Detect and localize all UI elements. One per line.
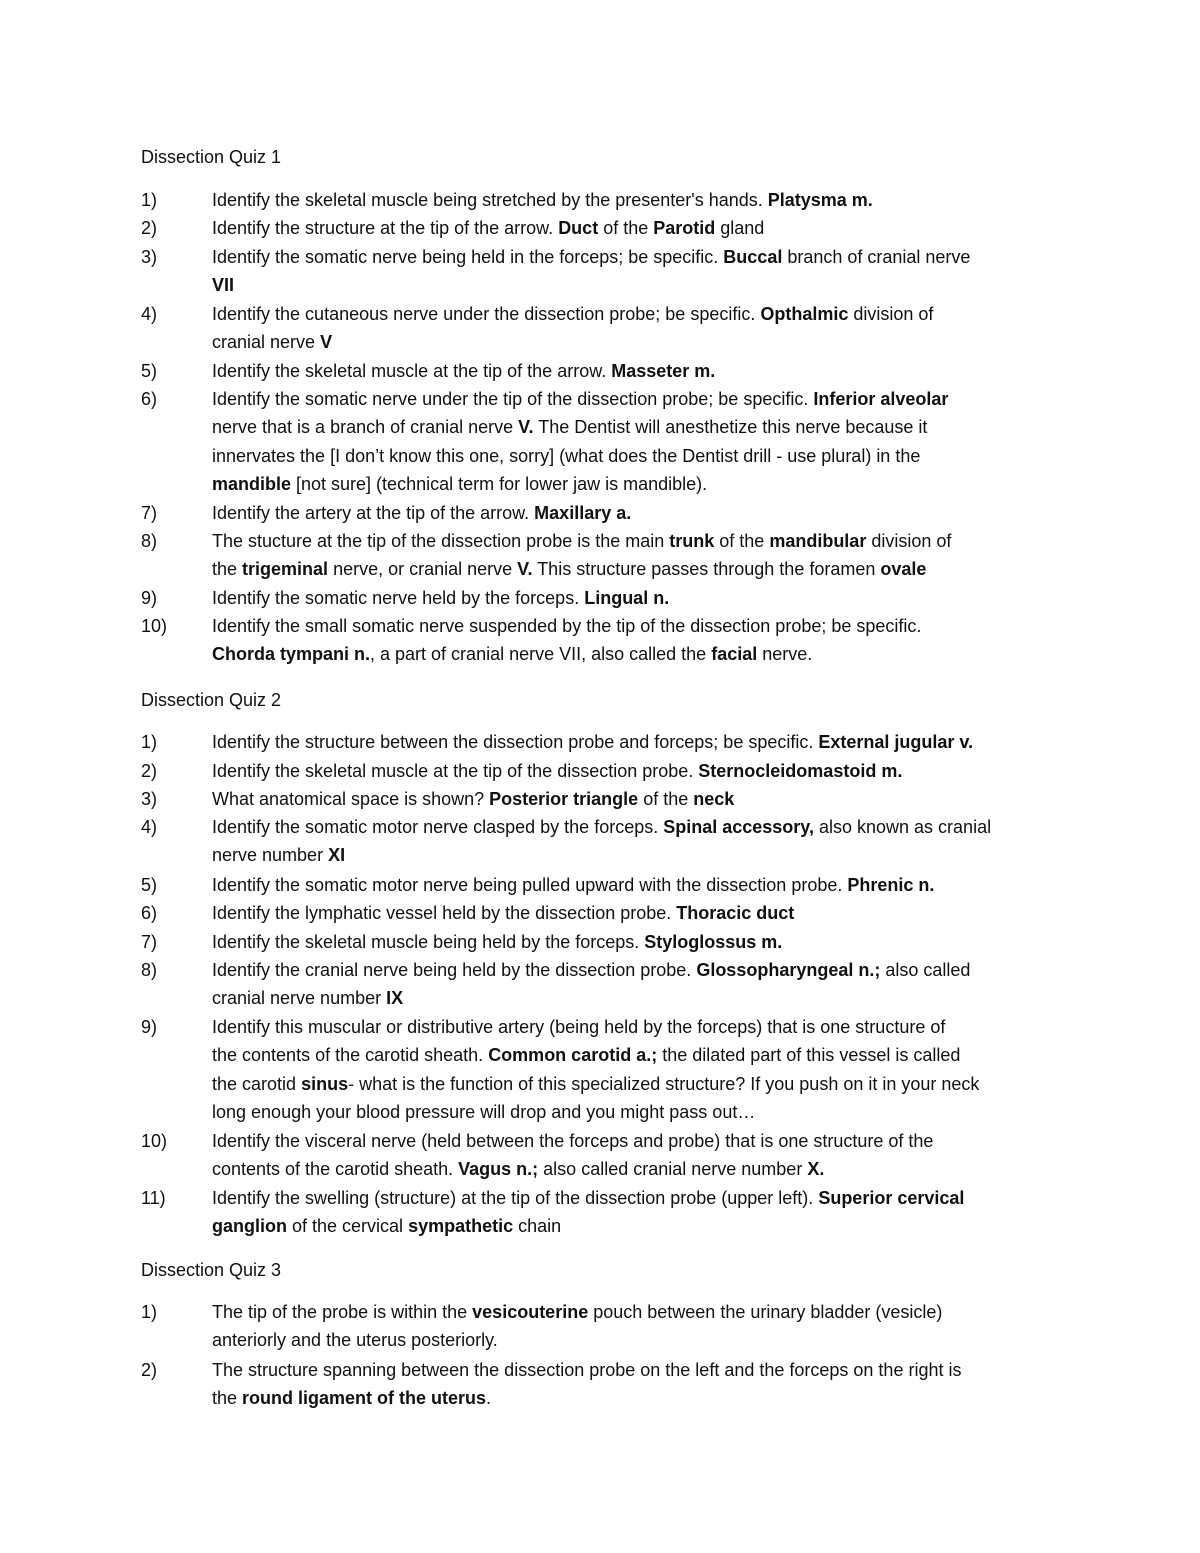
question-text: of the cervical xyxy=(287,1216,409,1237)
item-text-line xyxy=(212,1041,1072,1069)
question-text: the xyxy=(212,1388,243,1409)
question-text: , a part of cranial nerve VII, also called the xyxy=(370,644,712,665)
question-text: nerve, or cranial nerve xyxy=(328,559,518,580)
question-text: branch of cranial nerve xyxy=(782,247,971,267)
item-text-line xyxy=(212,871,1072,899)
item-text-line xyxy=(212,442,1072,470)
item-number: 7) xyxy=(141,503,158,523)
section-title: Dissection Quiz 3 xyxy=(141,1260,282,1280)
item-number: 2) xyxy=(141,218,158,238)
item-text-line xyxy=(212,1155,1072,1183)
answer-text: Opthalmic xyxy=(760,304,849,324)
item-text-line xyxy=(212,499,1072,527)
answer-text: X. xyxy=(807,1159,825,1180)
question-text: long enough your blood pressure will drop and you might pass out… xyxy=(212,1102,756,1123)
answer-text: Buccal xyxy=(723,247,783,267)
answer-text: IX xyxy=(386,988,404,1009)
item-number: 11) xyxy=(141,1188,166,1208)
item-text-line xyxy=(212,214,1072,242)
question-text: chain xyxy=(513,1216,562,1237)
question-text: [not sure] (technical term for lower jaw is mandible). xyxy=(291,474,708,495)
item-number: 1) xyxy=(141,1302,158,1322)
item-number: 2) xyxy=(141,761,158,781)
question-text: Identify the somatic nerve being held in the forceps; be specific. xyxy=(212,247,724,267)
question-text: Identify the structure at the tip of the arrow. xyxy=(212,218,559,238)
answer-text: vesicouterine xyxy=(472,1302,589,1322)
item-text-line xyxy=(212,186,1072,214)
question-text: anteriorly and the uterus posteriorly. xyxy=(212,1330,498,1351)
question-text: division of xyxy=(848,304,934,324)
answer-text: Spinal accessory, xyxy=(663,817,814,837)
question-text: The stucture at the tip of the dissection probe is the main xyxy=(212,531,670,551)
question-text: nerve. xyxy=(757,644,813,665)
item-text-line xyxy=(212,1127,1072,1155)
answer-text: V. xyxy=(517,559,533,580)
answer-text: neck xyxy=(693,789,735,809)
answer-text: facial xyxy=(711,644,758,665)
question-text: of the xyxy=(714,531,770,551)
item-text-line xyxy=(212,1070,1072,1098)
item-number: 10) xyxy=(141,1131,168,1151)
item-text-line xyxy=(212,1013,1072,1041)
item-text-line xyxy=(212,640,1072,668)
item-text-line xyxy=(212,328,1072,356)
item-number: 6) xyxy=(141,389,158,409)
item-text-line xyxy=(212,1184,1072,1212)
item-text-line xyxy=(212,728,1072,756)
item-text-line xyxy=(212,813,1072,841)
item-number: 2) xyxy=(141,1360,158,1380)
question-text: cranial nerve xyxy=(212,332,321,353)
answer-text: V xyxy=(320,332,333,353)
item-number: 5) xyxy=(141,875,158,895)
answer-text: trunk xyxy=(669,531,715,551)
question-text: Identify the artery at the tip of the arrow. xyxy=(212,503,535,523)
answer-text: Vagus n.; xyxy=(458,1159,539,1180)
answer-text: Parotid xyxy=(653,218,716,238)
answer-text: ganglion xyxy=(212,1216,287,1237)
answer-text: Posterior triangle xyxy=(489,789,639,809)
item-number: 10) xyxy=(141,616,168,636)
item-text-line xyxy=(212,841,1072,869)
answer-text: Chorda tympani n. xyxy=(212,644,371,665)
item-number: 1) xyxy=(141,190,158,210)
item-text-line xyxy=(212,785,1072,813)
answer-text: Duct xyxy=(558,218,599,238)
question-text: the xyxy=(212,559,243,580)
question-text: Identify the somatic nerve under the tip of the dissection probe; be specific. xyxy=(212,389,814,409)
question-text: Identify the structure between the dissection probe and forceps; be specific. xyxy=(212,732,819,752)
answer-text: Superior cervical xyxy=(818,1188,965,1208)
answer-text: Glossopharyngeal n.; xyxy=(696,960,881,980)
question-text: Identify the somatic motor nerve being pulled upward with the dissection probe. xyxy=(212,875,848,895)
item-number: 1) xyxy=(141,732,158,752)
item-number: 8) xyxy=(141,531,158,551)
item-text-line xyxy=(212,757,1072,785)
item-text-line xyxy=(212,243,1072,271)
question-text: The tip of the probe is within the xyxy=(212,1302,473,1322)
question-text: division of xyxy=(866,531,952,551)
item-number: 3) xyxy=(141,789,158,809)
question-text: nerve that is a branch of cranial nerve xyxy=(212,417,519,438)
question-text: the dilated part of this vessel is called xyxy=(657,1045,961,1066)
answer-text: XI xyxy=(328,845,346,866)
item-text-line xyxy=(212,470,1072,498)
question-text: Identify the visceral nerve (held between the forceps and probe) that is one structure of the xyxy=(212,1131,934,1151)
question-text: Identify the skeletal muscle at the tip of the dissection probe. xyxy=(212,761,699,781)
answer-text: mandibular xyxy=(769,531,867,551)
question-text: pouch between the urinary bladder (vesicle) xyxy=(588,1302,943,1322)
answer-text: V. xyxy=(518,417,534,438)
item-number: 3) xyxy=(141,247,158,267)
section-title: Dissection Quiz 2 xyxy=(141,690,282,710)
question-text: gland xyxy=(715,218,765,238)
item-text-line xyxy=(212,1384,1072,1412)
question-text: Identify the skeletal muscle at the tip of the arrow. xyxy=(212,361,612,381)
question-text: - what is the function of this specialized structure? If you push on it in your neck xyxy=(348,1073,980,1094)
answer-text: Sternocleidomastoid m. xyxy=(698,761,903,781)
question-text: Identify the lymphatic vessel held by the dissection probe. xyxy=(212,903,677,923)
question-text: . xyxy=(486,1388,492,1409)
question-text: Identify the skeletal muscle being held by the forceps. xyxy=(212,932,645,952)
question-text: The structure spanning between the dissection probe on the left and the forceps on the right is xyxy=(212,1360,962,1380)
question-text: also known as cranial xyxy=(813,817,992,837)
question-text: of the xyxy=(598,218,654,238)
answer-text: Inferior alveolar xyxy=(813,389,949,409)
question-text: Identify the somatic nerve held by the forceps. xyxy=(212,588,585,608)
item-number: 4) xyxy=(141,304,158,324)
question-text: Identify the cranial nerve being held by the dissection probe. xyxy=(212,960,697,980)
answer-text: trigeminal xyxy=(242,559,329,580)
item-number: 9) xyxy=(141,588,158,608)
answer-text: VII xyxy=(212,275,235,296)
item-text-line xyxy=(212,899,1072,927)
question-text: Identify the small somatic nerve suspended by the tip of the dissection probe; be specific. xyxy=(212,616,922,636)
answer-text: Styloglossus m. xyxy=(644,932,783,952)
item-text-line xyxy=(212,1212,1072,1240)
item-text-line xyxy=(212,584,1072,612)
item-number: 5) xyxy=(141,361,158,381)
question-text: innervates the [I don’t know this one, sorry] (what does the Dentist drill - use plural) in the xyxy=(212,445,921,466)
item-number: 4) xyxy=(141,817,158,837)
question-text: nerve number xyxy=(212,845,329,866)
item-text-line xyxy=(212,1298,1072,1326)
answer-text: Maxillary a. xyxy=(534,503,632,523)
question-text: contents of the carotid sheath. xyxy=(212,1159,459,1180)
answer-text: sympathetic xyxy=(408,1216,514,1237)
item-text-line xyxy=(212,385,1072,413)
question-text: the contents of the carotid sheath. xyxy=(212,1045,489,1066)
item-text-line xyxy=(212,271,1072,299)
item-text-line xyxy=(212,413,1072,441)
question-text: also called cranial nerve number xyxy=(538,1159,808,1180)
item-text-line xyxy=(212,928,1072,956)
item-number: 9) xyxy=(141,1017,158,1037)
question-text: Identify this muscular or distributive artery (being held by the forceps) that is one structure of xyxy=(212,1017,946,1037)
answer-text: Common carotid a.; xyxy=(488,1045,658,1066)
question-text: This structure passes through the foramen xyxy=(532,559,881,580)
item-text-line xyxy=(212,300,1072,328)
item-text-line xyxy=(212,956,1072,984)
question-text: What anatomical space is shown? xyxy=(212,789,490,809)
answer-text: sinus xyxy=(301,1073,349,1094)
item-number: 7) xyxy=(141,932,158,952)
item-text-line xyxy=(212,357,1072,385)
answer-text: Platysma m. xyxy=(767,190,873,210)
question-text: of the xyxy=(638,789,694,809)
question-text: Identify the skeletal muscle being stretched by the presenter's hands. xyxy=(212,190,768,210)
question-text: the carotid xyxy=(212,1073,302,1094)
item-text-line xyxy=(212,1356,1072,1384)
answer-text: Lingual n. xyxy=(584,588,670,608)
question-text: The Dentist will anesthetize this nerve because it xyxy=(533,417,928,438)
section-title: Dissection Quiz 1 xyxy=(141,147,282,167)
item-text-line xyxy=(212,1098,1072,1126)
item-text-line xyxy=(212,612,1072,640)
question-text: Identify the swelling (structure) at the tip of the dissection probe (upper left). xyxy=(212,1188,819,1208)
answer-text: Phrenic n. xyxy=(847,875,935,895)
question-text: Identify the cutaneous nerve under the dissection probe; be specific. xyxy=(212,304,761,324)
question-text: also called xyxy=(880,960,971,980)
item-number: 6) xyxy=(141,903,158,923)
answer-text: Masseter m. xyxy=(611,361,716,381)
question-text: cranial nerve number xyxy=(212,988,387,1009)
answer-text: Thoracic duct xyxy=(676,903,795,923)
question-text: Identify the somatic motor nerve clasped by the forceps. xyxy=(212,817,664,837)
item-text-line xyxy=(212,527,1072,555)
answer-text: ovale xyxy=(880,559,927,580)
item-number: 8) xyxy=(141,960,158,980)
item-text-line xyxy=(212,1326,1072,1354)
item-text-line xyxy=(212,984,1072,1012)
answer-text: External jugular v. xyxy=(818,732,974,752)
item-text-line xyxy=(212,555,1072,583)
answer-text: mandible xyxy=(212,474,292,495)
answer-text: round ligament of the uterus xyxy=(242,1388,487,1409)
